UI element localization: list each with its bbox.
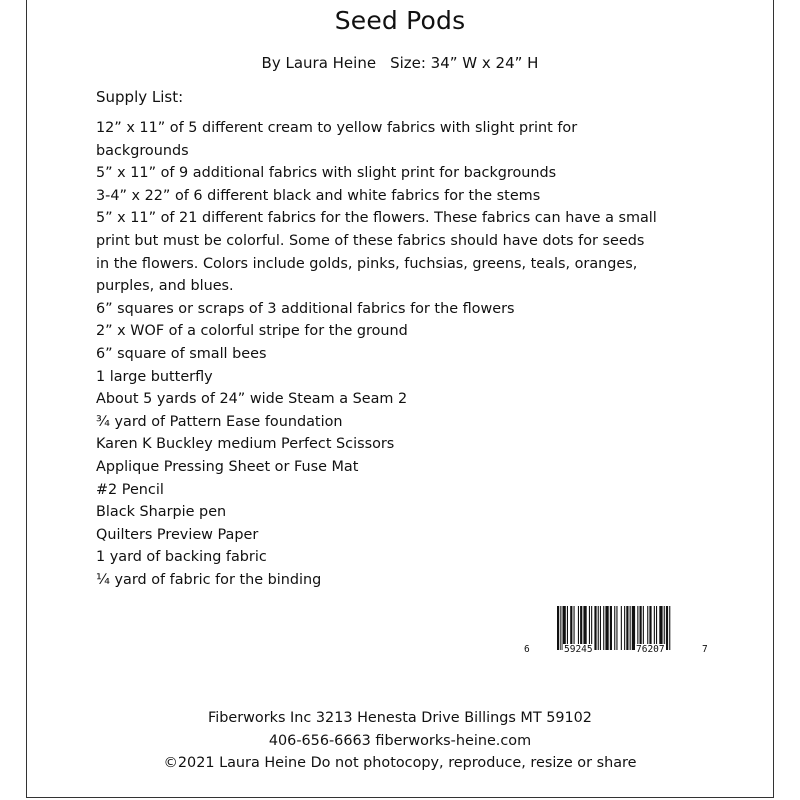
supply-line: ¾ yard of Pattern Ease foundation (96, 413, 343, 430)
supply-line: ¼ yard of fabric for the binding (96, 571, 322, 588)
author-label: By Laura Heine (261, 54, 377, 72)
upc-barcode (523, 606, 773, 656)
supply-line: Karen K Buckley medium Perfect Scissors (96, 436, 395, 453)
barcode-digit-check: 7 (702, 644, 708, 655)
footer-copyright: ©2021 Laura Heine Do not photocopy, reproduce, resize or share (163, 755, 637, 771)
supply-line: 6” squares or scraps of 3 additional fabrics for the flowers (96, 300, 515, 317)
supply-line: backgrounds (96, 142, 189, 159)
barcode-digits-right: 76207 (636, 644, 665, 655)
supply-line: #2 Pencil (96, 481, 164, 498)
supply-line: 5” x 11” of 21 different fabrics for the flowers. These fabrics can have a small (96, 210, 657, 227)
supply-line: in the flowers. Colors include golds, pinks, fuchsias, greens, teals, oranges, (96, 255, 638, 272)
supply-list-heading: Supply List: (96, 88, 184, 106)
supply-line: 1 large butterfly (96, 368, 213, 385)
barcode-digits (523, 644, 773, 658)
pattern-back-page (26, 0, 774, 798)
supply-line: purples, and blues. (96, 278, 234, 295)
supply-line: Quilters Preview Paper (96, 526, 259, 543)
supply-list (96, 117, 736, 591)
supply-line: About 5 yards of 24” wide Steam a Seam 2 (96, 391, 408, 408)
supply-line: 1 yard of backing fabric (96, 549, 267, 566)
supply-line: 3-4” x 22” of 6 different black and white fabrics for the stems (96, 187, 541, 204)
size-label: Size: 34” W x 24” H (390, 54, 539, 72)
supply-line: print but must be colorful. Some of these fabrics should have dots for seeds (96, 232, 645, 249)
footer-address: Fiberworks Inc 3213 Henesta Drive Billings MT 59102 (208, 710, 592, 726)
byline (27, 54, 773, 72)
footer-contact: 406-656-6663 fiberworks-heine.com (268, 733, 532, 749)
supply-line: 5” x 11” of 9 additional fabrics with slight print for backgrounds (96, 165, 557, 182)
supply-line: 12” x 11” of 5 different cream to yellow fabrics with slight print for (96, 120, 578, 136)
supply-line: 2” x WOF of a colorful stripe for the ground (96, 323, 408, 340)
page-title: Seed Pods (334, 6, 466, 35)
barcode-digit-lead: 6 (524, 644, 530, 655)
supply-line: 6” square of small bees (96, 345, 267, 362)
supply-line: Applique Pressing Sheet or Fuse Mat (96, 458, 359, 475)
supply-line: Black Sharpie pen (96, 504, 227, 521)
barcode-digits-left: 59245 (564, 644, 593, 655)
